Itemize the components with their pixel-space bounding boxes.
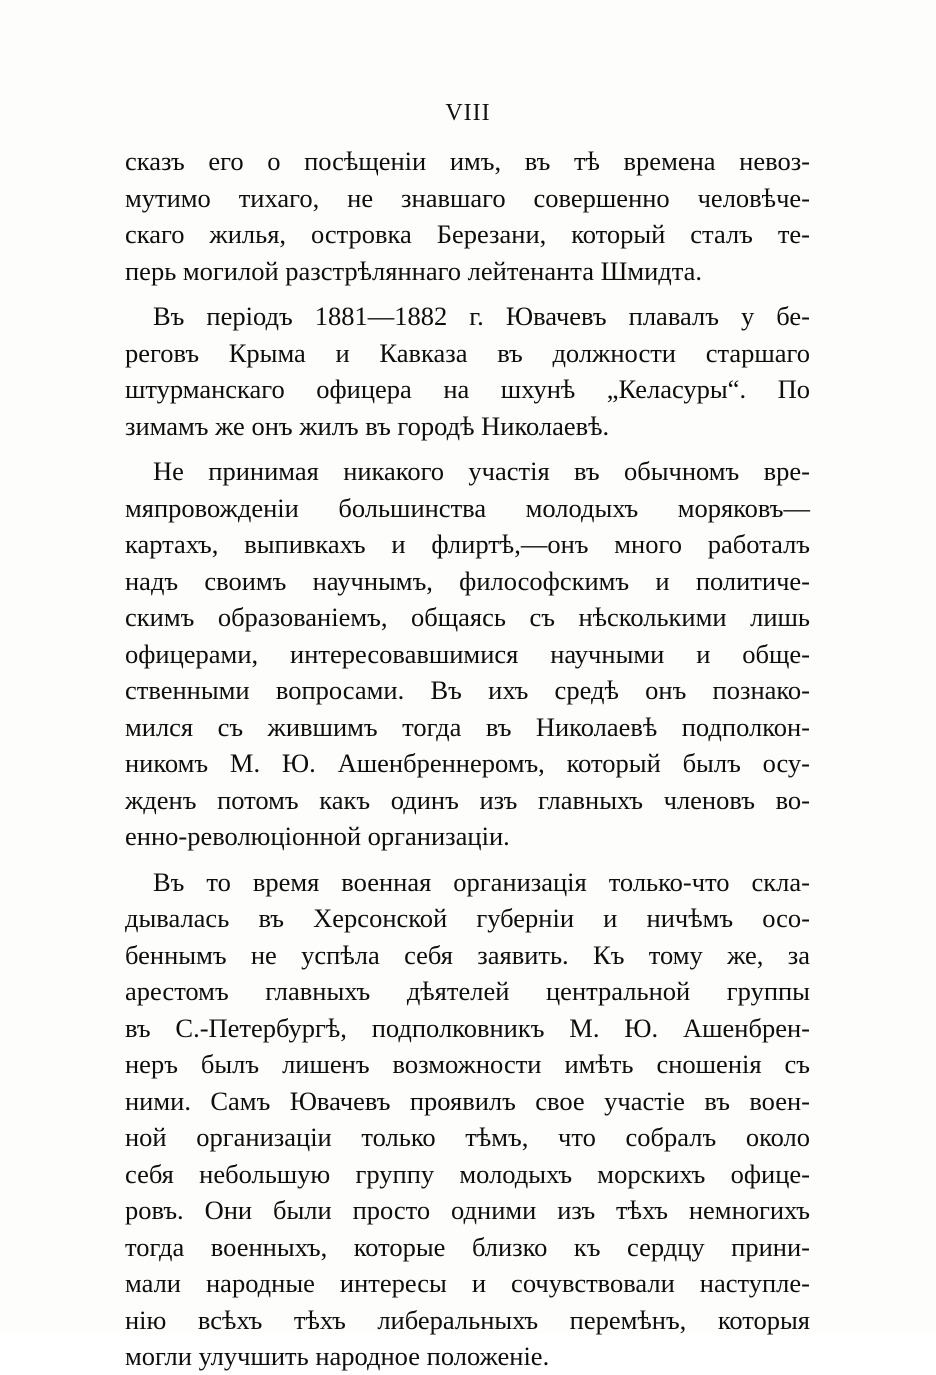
text-line: офицерами, интересовавшимися научными и обще- — [125, 638, 810, 669]
text-line: енно-революціонной организаціи. — [125, 821, 510, 851]
paragraph-3 — [125, 453, 810, 855]
text-line: сказъ его о посѣщеніи имъ, въ тѣ времена невоз- — [125, 146, 810, 176]
text-line: дывалась въ Херсонской губерніи и ничѣмъ осо- — [125, 903, 810, 933]
text-line: ними. Самъ Ювачевъ проявилъ свое участіе въ воен- — [125, 1085, 810, 1116]
text-line: надъ своимъ научнымъ, философскимъ и политиче- — [125, 565, 810, 596]
text-line: Не принимая никакого участія въ обычномъ вре- — [153, 456, 810, 486]
paragraph-2 — [125, 298, 810, 444]
text-line: ственными вопросами. Въ ихъ средѣ онъ познако- — [125, 675, 810, 705]
text-line: зимамъ же онъ жилъ въ городѣ Николаевѣ. — [125, 410, 610, 441]
paragraph-1 — [125, 143, 810, 289]
text-line: картахъ, выпивкахъ и флиртѣ,—онъ много работалъ — [125, 529, 810, 559]
text-line: перь могилой разстрѣляннаго лейтенанта Шмидта. — [125, 255, 703, 286]
text-line: никомъ М. Ю. Ашенбреннеромъ, который былъ осу- — [125, 748, 810, 778]
text-line: тогда военныхъ, которые близко къ сердцу прини- — [125, 1231, 810, 1262]
paragraph-4 — [125, 864, 810, 1375]
paragraph-gap — [125, 289, 810, 298]
body-text — [125, 143, 810, 1375]
text-line: мяпровожденіи большинства молодыхъ моряковъ— — [125, 492, 810, 523]
paragraph-gap — [125, 444, 810, 453]
text-line: беннымъ не успѣла себя заявить. Къ тому же, за — [125, 939, 810, 970]
text-line: мился съ жившимъ тогда въ Николаевѣ подполкон- — [125, 711, 810, 742]
text-line: себя небольшую группу молодыхъ морскихъ офице- — [125, 1158, 810, 1189]
text-line: нію всѣхъ тѣхъ либеральныхъ перемѣнъ, которыя — [125, 1304, 810, 1335]
text-line: ной организаціи только тѣмъ, что собралъ около — [125, 1122, 810, 1152]
text-line: Въ періодъ 1881—1882 г. Ювачевъ плавалъ у бе- — [153, 301, 810, 331]
text-line: мали народные интересы и сочувствовали наступле- — [125, 1268, 810, 1298]
text-line: въ С.-Петербургѣ, подполковникъ М. Ю. Ашенбрен- — [125, 1012, 810, 1043]
text-line: мутимо тихаго, не знавшаго совершенно человѣче- — [125, 182, 810, 213]
text-line: скимъ образованіемъ, общаясь съ нѣсколькими лишь — [125, 602, 810, 632]
text-line: жденъ потомъ какъ одинъ изъ главныхъ членовъ во- — [125, 784, 810, 815]
text-line: могли улучшить народное положеніе. — [125, 1341, 550, 1371]
text-line: арестомъ главныхъ дѣятелей центральной группы — [125, 976, 810, 1006]
text-line: Въ то время военная организація только-что скла- — [153, 866, 810, 897]
page-number: VIII — [445, 100, 491, 126]
text-line: реговъ Крыма и Кавказа въ должности старшаго — [125, 337, 810, 368]
paragraph-gap — [125, 855, 810, 864]
text-line: неръ былъ лишенъ возможности имѣть сношенія съ — [125, 1049, 810, 1079]
text-line: штурманскаго офицера на шхунѣ „Келасуры“. По — [125, 374, 810, 404]
text-line: ровъ. Они были просто одними изъ тѣхъ немногихъ — [125, 1195, 810, 1225]
text-line: скаго жилья, островка Березани, который сталъ те- — [125, 219, 810, 249]
